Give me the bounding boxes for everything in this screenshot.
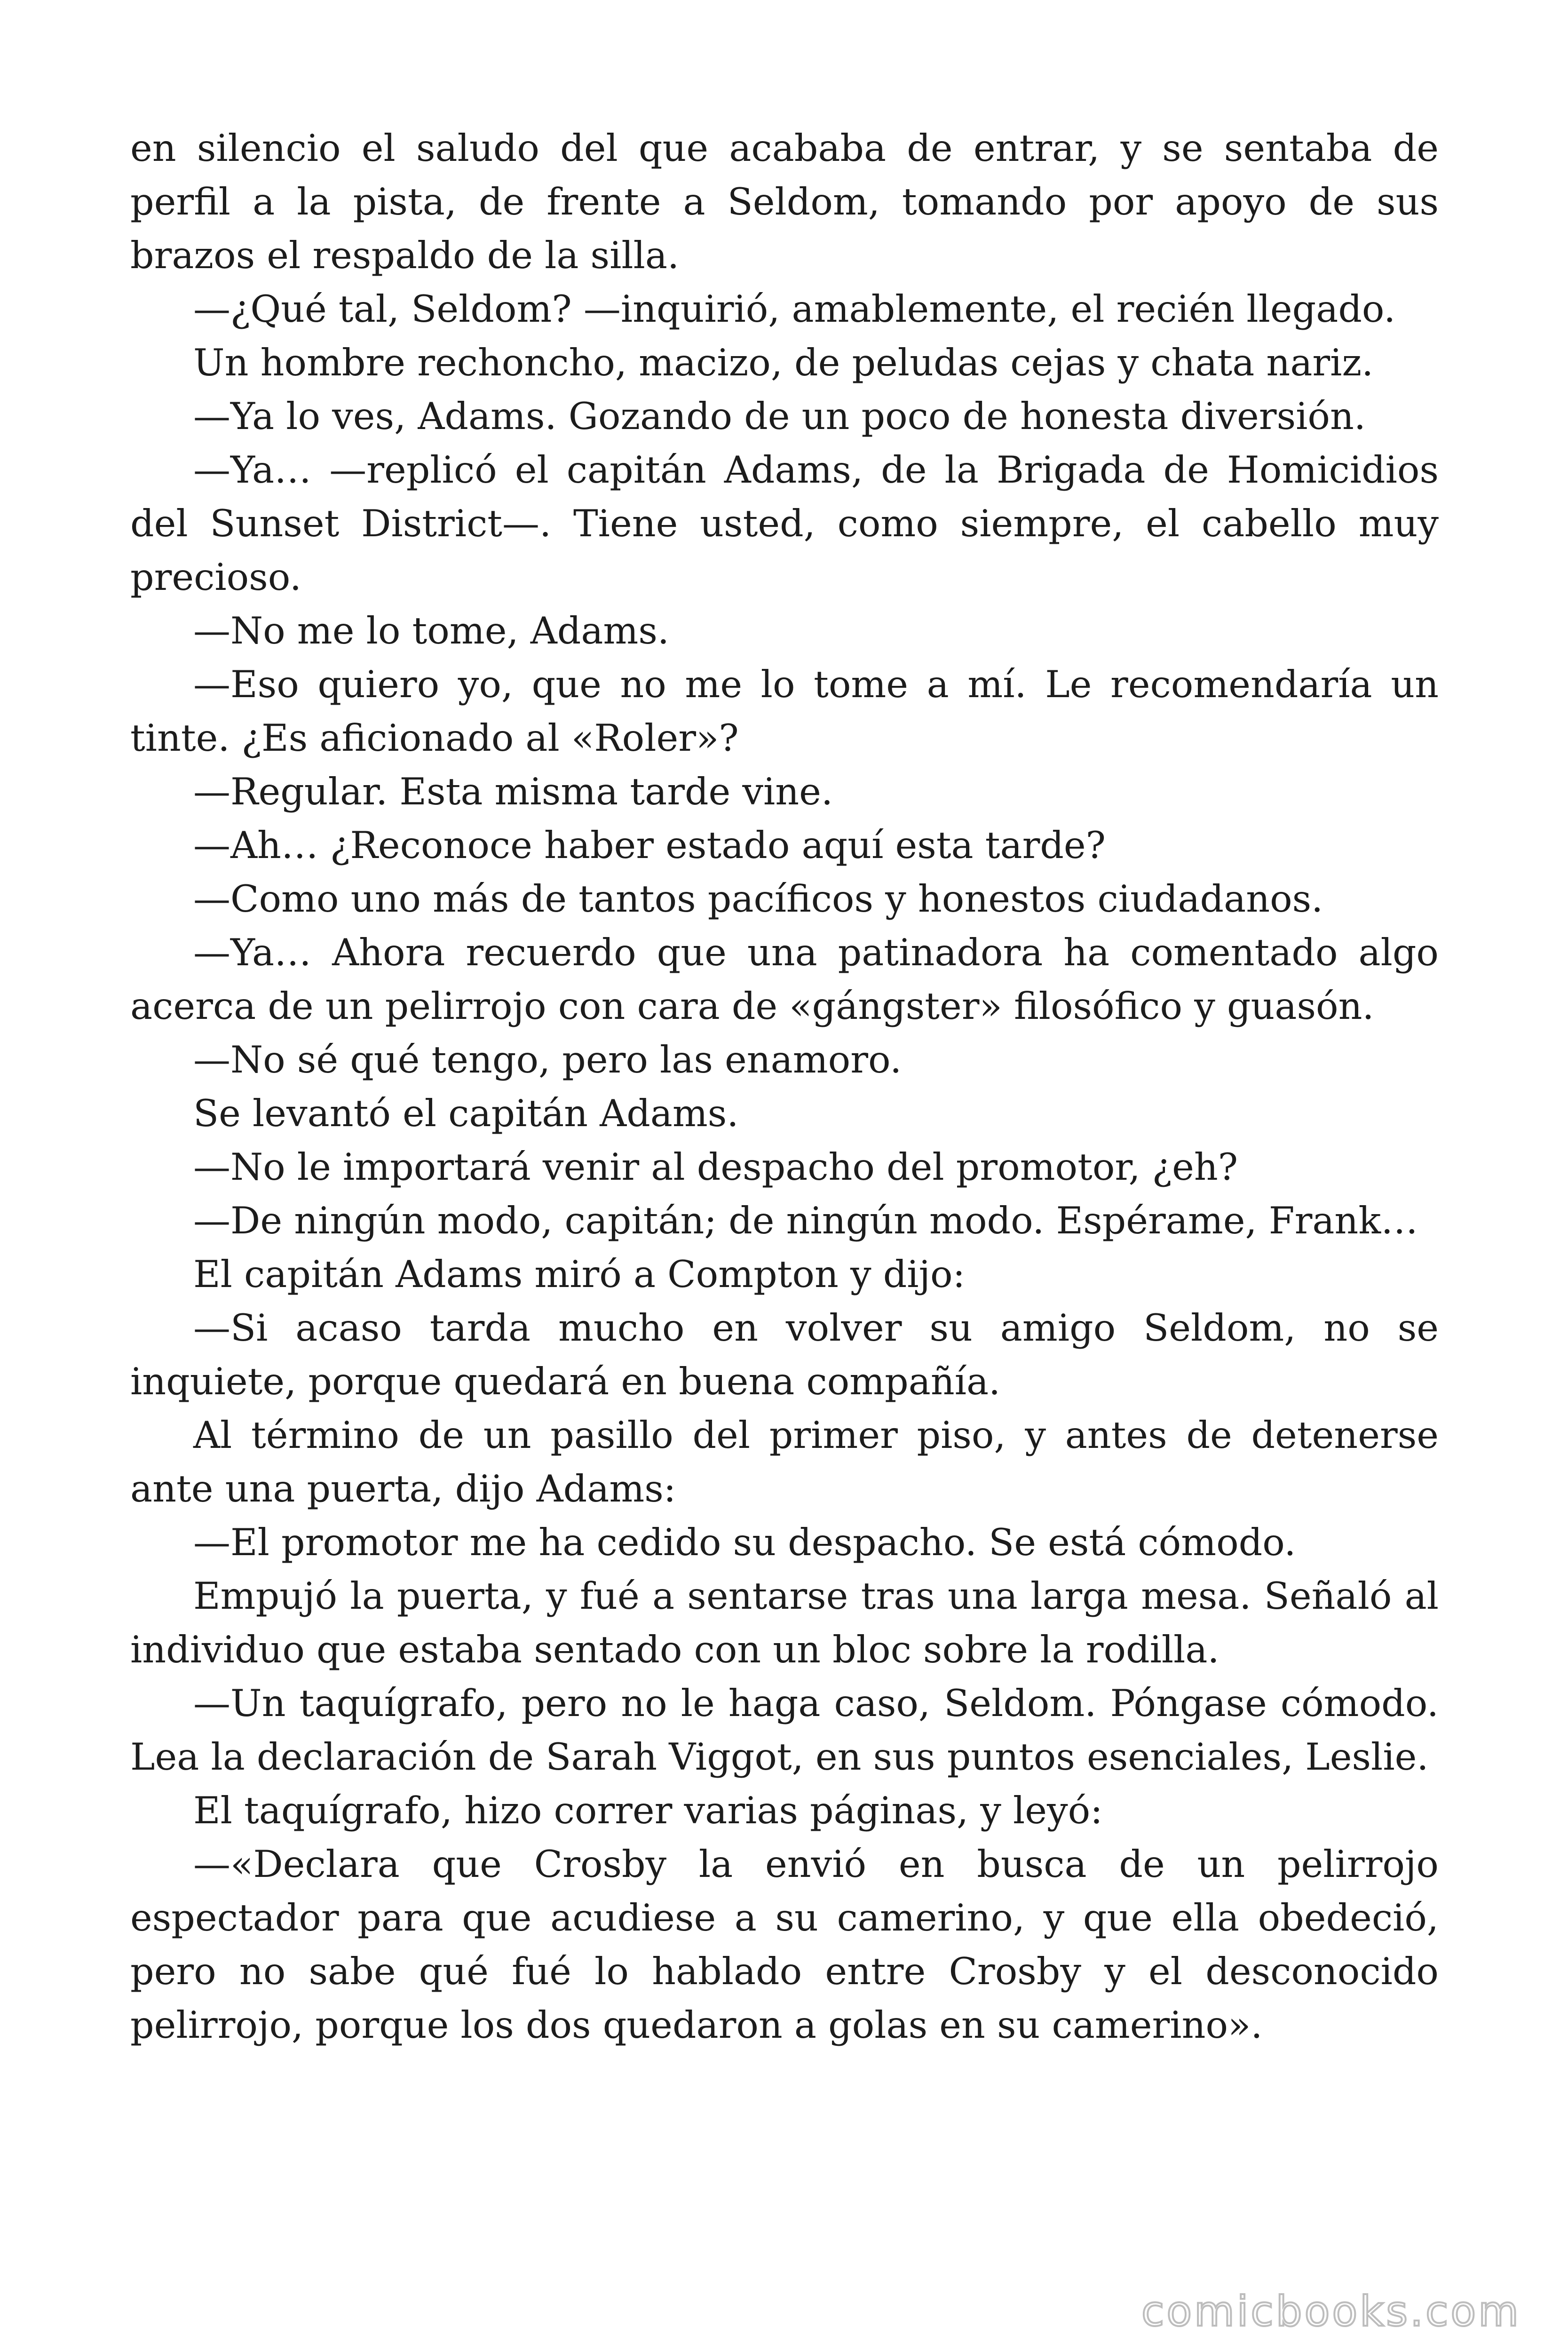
paragraph-10: —Como uno más de tantos pacíficos y honestos ciudadanos. — [193, 877, 1323, 921]
paragraph-9: —Ah… ¿Reconoce haber estado aquí esta tarde? — [193, 824, 1106, 867]
paragraph-8: —Regular. Esta misma tarde vine. — [193, 770, 833, 813]
paragraph-23: —«Declara que Crosby la envió en busca de un pelirrojo espectador para que acudiese a su camerino, y que ella obedeció, pero no sabe qué fué lo hablado entre Crosby y el desconocido pelirrojo, porque los dos quedaron a golas en su camerino». — [130, 1843, 1439, 2047]
paragraph-2: —¿Qué tal, Seldom? —inquirió, amablemente, el recién llegado. — [193, 287, 1396, 331]
paragraph-13: Se levantó el capitán Adams. — [193, 1092, 739, 1135]
paragraph-1: en silencio el saludo del que acababa de entrar, y se sentaba de perfil a la pista, de frente a Seldom, tomando por apoyo de sus brazos el respaldo de la silla. — [130, 127, 1439, 277]
paragraph-17: —Si acaso tarda mucho en volver su amigo Seldom, no se inquiete, porque quedará en buena compañía. — [130, 1306, 1439, 1403]
paragraph-22: El taquígrafo, hizo correr varias páginas, y leyó: — [193, 1789, 1103, 1832]
paragraph-18: Al término de un pasillo del primer piso, y antes de detenerse ante una puerta, dijo Adams: — [130, 1414, 1439, 1510]
paragraph-21: —Un taquígrafo, pero no le haga caso, Seldom. Póngase cómodo. Lea la declaración de Sarah Viggot, en sus puntos esenciales, Leslie. — [130, 1682, 1439, 1779]
paragraph-16: El capitán Adams miró a Compton y dijo: — [193, 1253, 966, 1296]
paragraph-6: —No me lo tome, Adams. — [193, 609, 669, 652]
page-body — [130, 121, 1439, 2052]
paragraph-3: Un hombre rechoncho, macizo, de peludas cejas y chata nariz. — [193, 341, 1374, 384]
paragraph-15: —De ningún modo, capitán; de ningún modo. Espérame, Frank… — [193, 1199, 1418, 1242]
paragraph-11: —Ya… Ahora recuerdo que una patinadora ha comentado algo acerca de un pelirrojo con cara de «gángster» filosófico y guasón. — [130, 931, 1439, 1028]
paragraph-5: —Ya… —replicó el capitán Adams, de la Brigada de Homicidios del Sunset District—. Tiene usted, como siempre, el cabello muy precioso. — [130, 448, 1439, 599]
paragraph-12: —No sé qué tengo, pero las enamoro. — [193, 1038, 902, 1081]
paragraph-20: Empujó la puerta, y fué a sentarse tras una larga mesa. Señaló al individuo que estaba sentado con un bloc sobre la rodilla. — [130, 1574, 1439, 1671]
watermark: comicbooks.com — [1141, 2287, 1521, 2336]
paragraph-4: —Ya lo ves, Adams. Gozando de un poco de honesta diversión. — [193, 395, 1366, 438]
paragraph-14: —No le importará venir al despacho del promotor, ¿eh? — [193, 1145, 1238, 1189]
paragraph-19: —El promotor me ha cedido su despacho. Se está cómodo. — [193, 1521, 1296, 1564]
paragraph-7: —Eso quiero yo, que no me lo tome a mí. Le recomendaría un tinte. ¿Es aficionado al «Roler»? — [130, 663, 1439, 760]
